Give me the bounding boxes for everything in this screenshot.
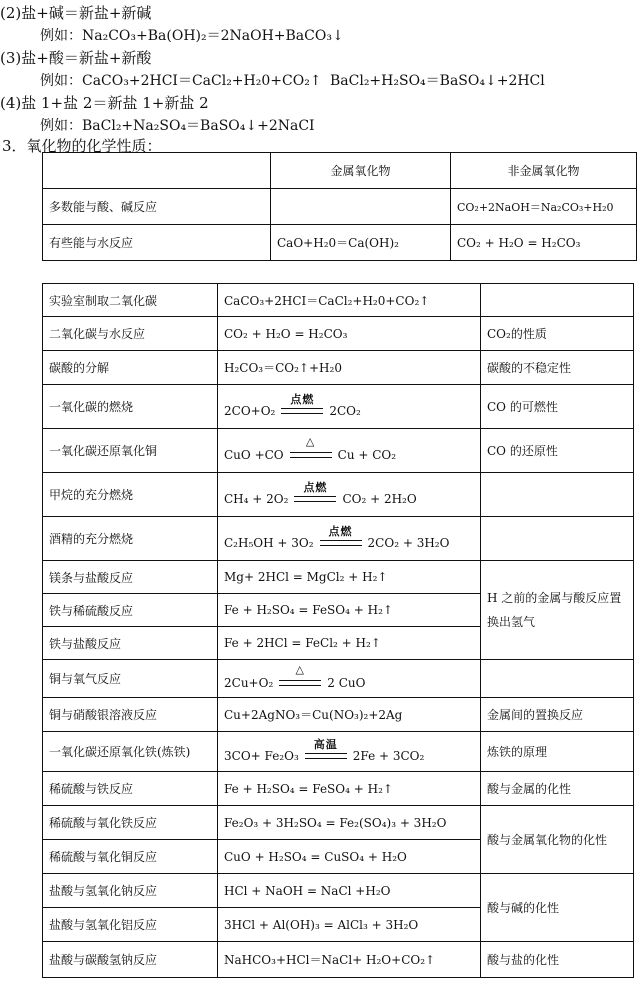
- table-row: [43, 561, 634, 594]
- note-cell: 碳酸的不稳定性: [481, 351, 634, 385]
- table-row: [43, 698, 634, 732]
- condition-label: 点燃: [328, 524, 353, 538]
- reaction-name-cell: 稀硫酸与铁反应: [43, 772, 218, 806]
- note-cell: 酸与碱的化性: [481, 874, 634, 942]
- reaction-name-cell: 铜与氧气反应: [43, 660, 218, 698]
- table-row: [43, 772, 634, 806]
- header-cell: 非金属氧化物: [451, 153, 637, 189]
- rule-salt-acid: (3)盐+酸＝新盐+新酸: [0, 49, 152, 67]
- note-cell: [481, 284, 634, 317]
- rule-salt-base: (2)盐+碱＝新盐+新碱: [0, 4, 152, 22]
- equation-right: 2CO₂ + 3H₂O: [367, 535, 450, 550]
- condition-label: 点燃: [303, 480, 328, 494]
- reaction-name-cell: 酒精的充分燃烧: [43, 517, 218, 561]
- note-cell: CO 的还原性: [481, 429, 634, 473]
- section-heading: 3．氧化物的化学性质：: [2, 137, 162, 155]
- reaction-name-cell: 铜与硝酸银溶液反应: [43, 698, 218, 732]
- equation-cell: [218, 732, 481, 772]
- equation-left: CuO +CO: [224, 447, 284, 462]
- equation-right: 2 CuO: [327, 675, 366, 690]
- property-cell: 有些能与水反应: [43, 225, 271, 261]
- example-salt-acid: [40, 70, 322, 90]
- equation-right: 2Fe + 3CO₂: [352, 748, 425, 763]
- nonmetal-oxide-cell: CO₂+2NaOH＝Na₂CO₃+H₂0: [451, 189, 637, 225]
- header-cell: 金属氧化物: [271, 153, 451, 189]
- equation-cell: [218, 473, 481, 517]
- table-row: [43, 385, 634, 429]
- reaction-name-cell: 二氧化碳与水反应: [43, 317, 218, 351]
- note-cell: 酸与盐的化性: [481, 942, 634, 978]
- oxide-table: [42, 152, 637, 261]
- condition-mark: [288, 480, 342, 506]
- note-cell: H 之前的金属与酸反应置换出氢气: [481, 561, 634, 660]
- example-equation: BaCl₂+Na₂SO₄＝BaSO₄↓+2NaCI: [82, 118, 315, 134]
- note-cell: 酸与金属氧化物的化性: [481, 806, 634, 874]
- equation-cell: CuO + H₂SO₄ = CuSO₄ + H₂O: [218, 840, 481, 874]
- table-row: [43, 317, 634, 351]
- table-row: [43, 942, 634, 978]
- equation-cell: CaCO₃+2HCI＝CaCl₂+H₂0+CO₂↑: [218, 284, 481, 317]
- rule-salt-salt: (4)盐 1+盐 2＝新盐 1+新盐 2: [0, 94, 209, 112]
- reaction-name-cell: 镁条与盐酸反应: [43, 561, 218, 594]
- equation-cell: [218, 429, 481, 473]
- note-cell: [481, 660, 634, 698]
- nonmetal-oxide-cell: CO₂ + H₂O = H₂CO₃: [451, 225, 637, 261]
- note-cell: [481, 517, 634, 561]
- example-salt-salt: [40, 115, 315, 135]
- equals-bar: [281, 408, 323, 414]
- condition-mark: [275, 392, 329, 418]
- condition-mark: [299, 737, 353, 763]
- reaction-name-cell: 盐酸与氢氧化铝反应: [43, 908, 218, 942]
- table-row: [43, 225, 637, 261]
- equation-cell: Fe + 2HCl = FeCl₂ + H₂↑: [218, 627, 481, 660]
- table-row: [43, 517, 634, 561]
- equation-cell: Mg+ 2HCl = MgCl₂ + H₂↑: [218, 561, 481, 594]
- table-row: [43, 284, 634, 317]
- reaction-name-cell: 铁与稀硫酸反应: [43, 594, 218, 627]
- condition-label: △: [295, 662, 305, 676]
- equation-cell: H₂CO₃＝CO₂↑+H₂0: [218, 351, 481, 385]
- equation-left: CH₄ + 2O₂: [224, 491, 289, 506]
- example-equation: CaCO₃+2HCI＝CaCl₂+H₂0+CO₂↑: [82, 73, 322, 89]
- example-equation-2: BaCl₂+H₂SO₄＝BaSO₄↓+2HCl: [330, 73, 545, 89]
- reaction-table: [42, 283, 634, 978]
- example-prefix: 例如：: [40, 28, 82, 44]
- property-cell: 多数能与酸、碱反应: [43, 189, 271, 225]
- equation-left: 3CO+ Fe₂O₃: [224, 748, 299, 763]
- equation-left: 2CO+O₂: [224, 403, 276, 418]
- metal-oxide-cell: CaO+H₂0＝Ca(OH)₂: [271, 225, 451, 261]
- equation-right: Cu + CO₂: [337, 447, 397, 462]
- equation-right: 2CO₂: [329, 403, 361, 418]
- equation-cell: [218, 660, 481, 698]
- reaction-name-cell: 盐酸与氢氧化钠反应: [43, 874, 218, 908]
- equation-cell: HCl + NaOH = NaCl +H₂O: [218, 874, 481, 908]
- equation-cell: Fe + H₂SO₄ = FeSO₄ + H₂↑: [218, 772, 481, 806]
- condition-mark: [314, 524, 368, 550]
- example-prefix: 例如：: [40, 73, 82, 89]
- condition-mark: [284, 434, 338, 462]
- equation-cell: NaHCO₃+HCl＝NaCl+ H₂O+CO₂↑: [218, 942, 481, 978]
- equation-cell: Fe + H₂SO₄ = FeSO₄ + H₂↑: [218, 594, 481, 627]
- example-prefix: 例如：: [40, 118, 82, 134]
- equation-cell: CO₂ + H₂O = H₂CO₃: [218, 317, 481, 351]
- note-cell: 炼铁的原理: [481, 732, 634, 772]
- note-cell: [481, 473, 634, 517]
- condition-label: △: [305, 434, 316, 448]
- note-cell: CO 的可燃性: [481, 385, 634, 429]
- reaction-name-cell: 一氧化碳还原氧化铁(炼铁): [43, 732, 218, 772]
- note-cell: 酸与金属的化性: [481, 772, 634, 806]
- note-cell: CO₂的性质: [481, 317, 634, 351]
- equation-left: 2Cu+O₂: [224, 675, 274, 690]
- equation-cell: [218, 517, 481, 561]
- reaction-name-cell: 稀硫酸与氧化铜反应: [43, 840, 218, 874]
- reaction-name-cell: 一氧化碳还原氧化铜: [43, 429, 218, 473]
- equation-cell: Fe₂O₃ + 3H₂SO₄ = Fe₂(SO₄)₃ + 3H₂O: [218, 806, 481, 840]
- table-row: [43, 732, 634, 772]
- equation-left: C₂H₅OH + 3O₂: [224, 535, 314, 550]
- table-row: [43, 189, 637, 225]
- equation-right: CO₂ + 2H₂O: [342, 491, 417, 506]
- reaction-name-cell: 一氧化碳的燃烧: [43, 385, 218, 429]
- table-row: [43, 351, 634, 385]
- example-salt-base: [40, 25, 344, 45]
- equation-cell: [218, 385, 481, 429]
- table-header-row: [43, 153, 637, 189]
- metal-oxide-cell: [271, 189, 451, 225]
- equals-bar: [290, 452, 332, 458]
- reaction-name-cell: 稀硫酸与氧化铁反应: [43, 806, 218, 840]
- table-row: [43, 806, 634, 840]
- reaction-name-cell: 碳酸的分解: [43, 351, 218, 385]
- example-equation: Na₂CO₃+Ba(OH)₂＝2NaOH+BaCO₃↓: [82, 28, 344, 44]
- condition-mark: [273, 662, 327, 690]
- table-row: [43, 874, 634, 908]
- table-row: [43, 660, 634, 698]
- header-cell: [43, 153, 271, 189]
- table-row: [43, 473, 634, 517]
- equation-cell: Cu+2AgNO₃＝Cu(NO₃)₂+2Ag: [218, 698, 481, 732]
- equation-cell: 3HCl + Al(OH)₃ = AlCl₃ + 3H₂O: [218, 908, 481, 942]
- reaction-name-cell: 铁与盐酸反应: [43, 627, 218, 660]
- reaction-name-cell: 盐酸与碳酸氢钠反应: [43, 942, 218, 978]
- reaction-name-cell: 实验室制取二氧化碳: [43, 284, 218, 317]
- table-row: [43, 429, 634, 473]
- condition-label: 点燃: [290, 392, 315, 406]
- reaction-name-cell: 甲烷的充分燃烧: [43, 473, 218, 517]
- equals-bar: [305, 753, 347, 759]
- equals-bar: [320, 540, 362, 546]
- note-cell: 金属间的置换反应: [481, 698, 634, 732]
- condition-label: 高温: [313, 737, 338, 751]
- equals-bar: [294, 496, 336, 502]
- equals-bar: [279, 680, 321, 686]
